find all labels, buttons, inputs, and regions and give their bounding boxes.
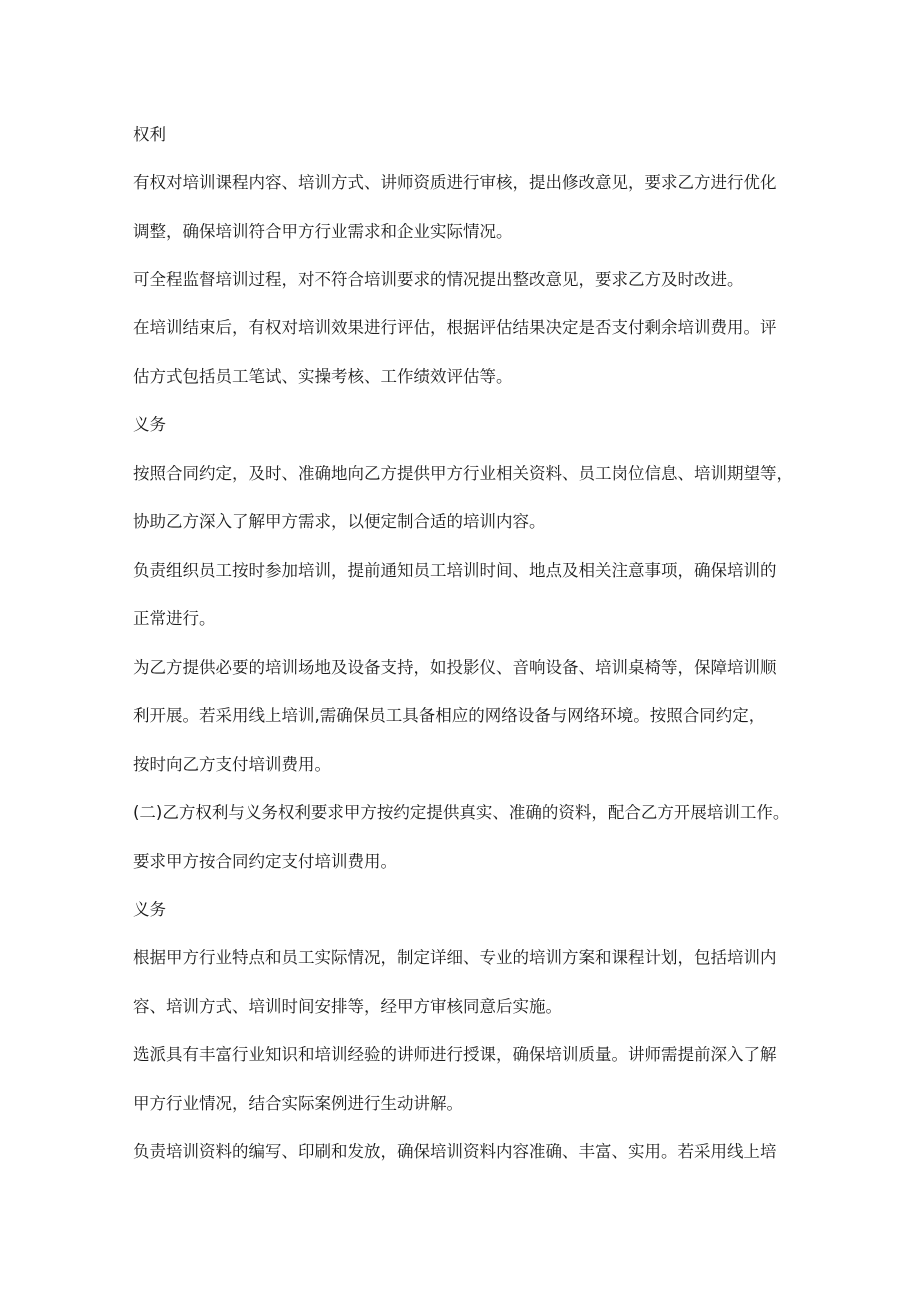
paragraph-line: 要求甲方按合同约定支付培训费用。 bbox=[133, 852, 397, 871]
paragraph-line: 甲方行业情况，结合实际案例进行生动讲解。 bbox=[133, 1094, 463, 1113]
paragraph-line: 选派具有丰富行业知识和培训经验的讲师进行授课，确保培训质量。讲师需提前深入了解 bbox=[133, 1045, 777, 1064]
section-heading-obligations: 义务 bbox=[133, 900, 166, 919]
section-heading-rights: 权利 bbox=[133, 125, 166, 144]
paragraph-line: 调整，确保培训符合甲方行业需求和企业实际情况。 bbox=[133, 222, 513, 241]
paragraph-line: 负责组织员工按时参加培训，提前通知员工培训时间、地点及相关注意事项，确保培训的 bbox=[133, 561, 777, 580]
paragraph-line: (二)乙方权利与义务权利要求甲方按约定提供真实、准确的资料，配合乙方开展培训工作。 bbox=[133, 803, 790, 822]
paragraph-line: 容、培训方式、培训时间安排等，经甲方审核同意后实施。 bbox=[133, 997, 562, 1016]
paragraph-line: 估方式包括员工笔试、实操考核、工作绩效评估等。 bbox=[133, 367, 513, 386]
paragraph-line: 在培训结束后，有权对培训效果进行评估，根据评估结果决定是否支付剩余培训费用。评 bbox=[133, 318, 777, 337]
section-heading-obligations: 义务 bbox=[133, 415, 166, 434]
paragraph-line: 为乙方提供必要的培训场地及设备支持，如投影仪、音响设备、培训桌椅等，保障培训顺 bbox=[133, 658, 777, 677]
paragraph-line: 可全程监督培训过程，对不符合培训要求的情况提出整改意见，要求乙方及时改进。 bbox=[133, 270, 744, 289]
paragraph-line: 协助乙方深入了解甲方需求，以便定制合适的培训内容。 bbox=[133, 512, 546, 531]
paragraph-line: 根据甲方行业特点和员工实际情况，制定详细、专业的培训方案和课程计划，包括培训内 bbox=[133, 948, 777, 967]
paragraph-line: 正常进行。 bbox=[133, 609, 216, 628]
paragraph-line: 利开展。若采用线上培训,需确保员工具备相应的网络设备与网络环境。按照合同约定， bbox=[133, 706, 766, 725]
paragraph-line: 有权对培训课程内容、培训方式、讲师资质进行审核，提出修改意见，要求乙方进行优化 bbox=[133, 173, 777, 192]
paragraph-line: 按时向乙方支付培训费用。 bbox=[133, 755, 331, 774]
paragraph-line: 按照合同约定，及时、准确地向乙方提供甲方行业相关资料、员工岗位信息、培训期望等， bbox=[133, 464, 793, 483]
paragraph-line: 负责培训资料的编写、印刷和发放，确保培训资料内容准确、丰富、实用。若采用线上培 bbox=[133, 1142, 777, 1161]
